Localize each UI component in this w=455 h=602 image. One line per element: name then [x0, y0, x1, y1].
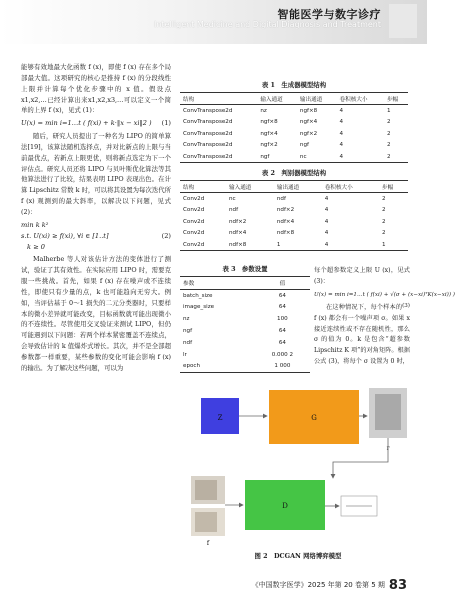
label-r: r [386, 445, 390, 452]
table-row: Conv2d nc ndf 4 2 [183, 196, 386, 203]
journal-section-subtitle: Intelligent Medicine and Digital Diagnosis and Treatment [154, 20, 381, 29]
formula-2 [21, 220, 171, 253]
table-2-header: 输入通道 [229, 184, 252, 191]
table-3-header: 参数 [183, 280, 195, 287]
figure-caption: 图 2 DCGAN 网络博弈模型 [254, 552, 342, 560]
formula-2-line-1: min k k² [21, 220, 49, 229]
formula-3-body: U(x) = min i=1…t ( f(xi) + √(σ + (x−xi)ᵀK(x−xi)) ) [314, 291, 455, 298]
formula-1-number: (1) [161, 119, 171, 128]
formula-2-line-3: k ≥ 0 [27, 242, 45, 251]
table-row: Conv2d ndf×4 ndf×8 4 2 [183, 230, 386, 237]
table-1-caption: 表 1 生成器模型结构 [261, 81, 327, 89]
table-row: ndf 64 [183, 339, 286, 346]
header-decoration [389, 4, 417, 38]
label-g: G [311, 414, 317, 422]
generator-block [269, 390, 359, 444]
table-row: ConvTranspose2d ngf×4 ngf×2 4 2 [183, 130, 391, 137]
table-3 [180, 264, 310, 373]
right-paragraph-2: 在这种情况下，每个样本的 f (x) 都会有一个噪声项 σ。如果 x 接近连续性或不存在随机性，那么 σ 的值为 0。k 是包含“超参数 Lipschitz K 项”的对角矩阵。根据公式 (3)，将每个 σ 设置为 0 时， [314, 303, 410, 366]
table-row: Conv2d ndf×2 ndf×4 4 2 [183, 218, 386, 225]
output-node [341, 496, 377, 516]
label-f: f [206, 540, 210, 547]
table-1-header: 步幅 [386, 96, 399, 103]
table-row: ngf 64 [183, 328, 286, 335]
table-row: ConvTranspose2d ngf×2 ngf 4 2 [183, 142, 391, 149]
table-row: image_size 64 [183, 304, 286, 311]
real-images [191, 476, 225, 547]
left-column [21, 62, 171, 374]
table-2-header: 卷积核大小 [324, 184, 353, 191]
table-row: ConvTranspose2d ngf nc 4 2 [180, 151, 408, 163]
right-paragraph-1: 每个超参数定义上限 U (x)，见式 (3)： [314, 267, 410, 285]
page-footer [252, 578, 407, 593]
formula-1 [21, 118, 171, 129]
formula-3-number: (3) [402, 302, 410, 309]
table-row: epoch 1 000 [180, 361, 310, 373]
table-row: Conv2d ndf ndf×2 4 2 [183, 207, 386, 214]
formula-2-line-2: s.t. U(xi) ≥ f(xi), ∀i ∈ [1..t] (2) [21, 231, 171, 240]
table-2-header: 结构 [183, 184, 195, 191]
table-3-caption: 表 3 参数设置 [222, 265, 268, 273]
formula-2-number: (2) [161, 231, 171, 240]
paragraph-3: Malherbe 等人对该估计方法的变体进行了测试，验证了其有效性。在实际应用 LIPO 时，需要克服一些挑战。首先，如果 f (x) 存在噪声或不连续性，即使只有少量的点，k 也可能趋向无穷大。例如，当评估基于 0～1 损失的二元分类器时，只要样本的微小差异就可能改变，目标函数就可能出现微小的不连续性。尽管使用交叉验证来测试 LIPO，但仍可能遇到以下问题：若两个样本紧密覆盖不连续点，会导致估计的 k 值爆炸式增长。其次，并不是全部超参数都一样重要，某些参数的变化可能会影响 f (x) 的输出。为了解决这些问题，可以为 [21, 255, 171, 372]
right-text [314, 266, 455, 368]
table-row: lr 0.000 2 [183, 351, 294, 358]
table-1-header: 输出通道 [299, 96, 323, 103]
journal-issue: 《中国数字医学》2025 年第 20 卷第 5 期 [251, 581, 385, 589]
table-2-header: 输出通道 [276, 184, 300, 191]
formula-3 [314, 290, 455, 309]
table-2-caption: 表 2 判别器模型结构 [261, 169, 327, 177]
table-2 [180, 168, 408, 251]
page-number: 83 [388, 578, 407, 593]
formula-1-body: U(x) = min i=1…t ( f(xi) + k·‖x − xi‖2 ) [21, 119, 152, 128]
journal-section-title: 智能医学与数字诊疗 [277, 8, 381, 21]
table-row: batch_size 64 [183, 292, 286, 299]
paragraph-1: 能够有效地最大化函数 f (x)，即使 f (x) 存在多个局部最大值。这项研究的核心是推持 f (x) 的分段线性上限并计算每个优化步骤中的 x 值。假设点 x1,x2,…已经计算出来x1,x2,x3,…可以定义一个简单的上界 f (x)，见式 (1)： [21, 63, 171, 115]
dcgan-diagram [183, 380, 413, 548]
table-3-header: 值 [279, 280, 286, 287]
table-row: nz 100 [183, 316, 288, 323]
table-1 [180, 80, 408, 163]
label-d: D [282, 502, 288, 510]
table-1-header: 输入通道 [260, 96, 283, 103]
table-1-header: 结构 [183, 96, 195, 103]
noise-z-block [201, 398, 239, 434]
paragraph-2: 随后，研究人员提出了一种名为 LIPO 的简单算法[19]，该算法随机选择点，并对比新点的上限与当前最优点，若新点上限更优，则将新点选定为下一个评估点。研究人员还将 LIPO 与贝叶斯优化算法等其他算法进行了比较，结果表明 LIPO 表现出色。在计算 Lipschitz 常数 k 时，可以将其设置为每次迭代所 f (x) 观测到的最大斜率，以解决以下问题，见式 (2)： [21, 132, 171, 216]
dcgan-diagram-svg [183, 380, 413, 548]
table-2-header: 步幅 [381, 184, 394, 191]
table-row: ConvTranspose2d nz ngf×8 4 1 [183, 108, 391, 115]
label-z: Z [217, 414, 223, 422]
table-row: Conv2d ndf×8 1 4 1 [180, 239, 408, 251]
table-1-header: 卷积核大小 [339, 96, 368, 103]
discriminator-block [245, 480, 325, 530]
table-row: ConvTranspose2d ngf×8 ngf×4 4 2 [183, 119, 391, 126]
